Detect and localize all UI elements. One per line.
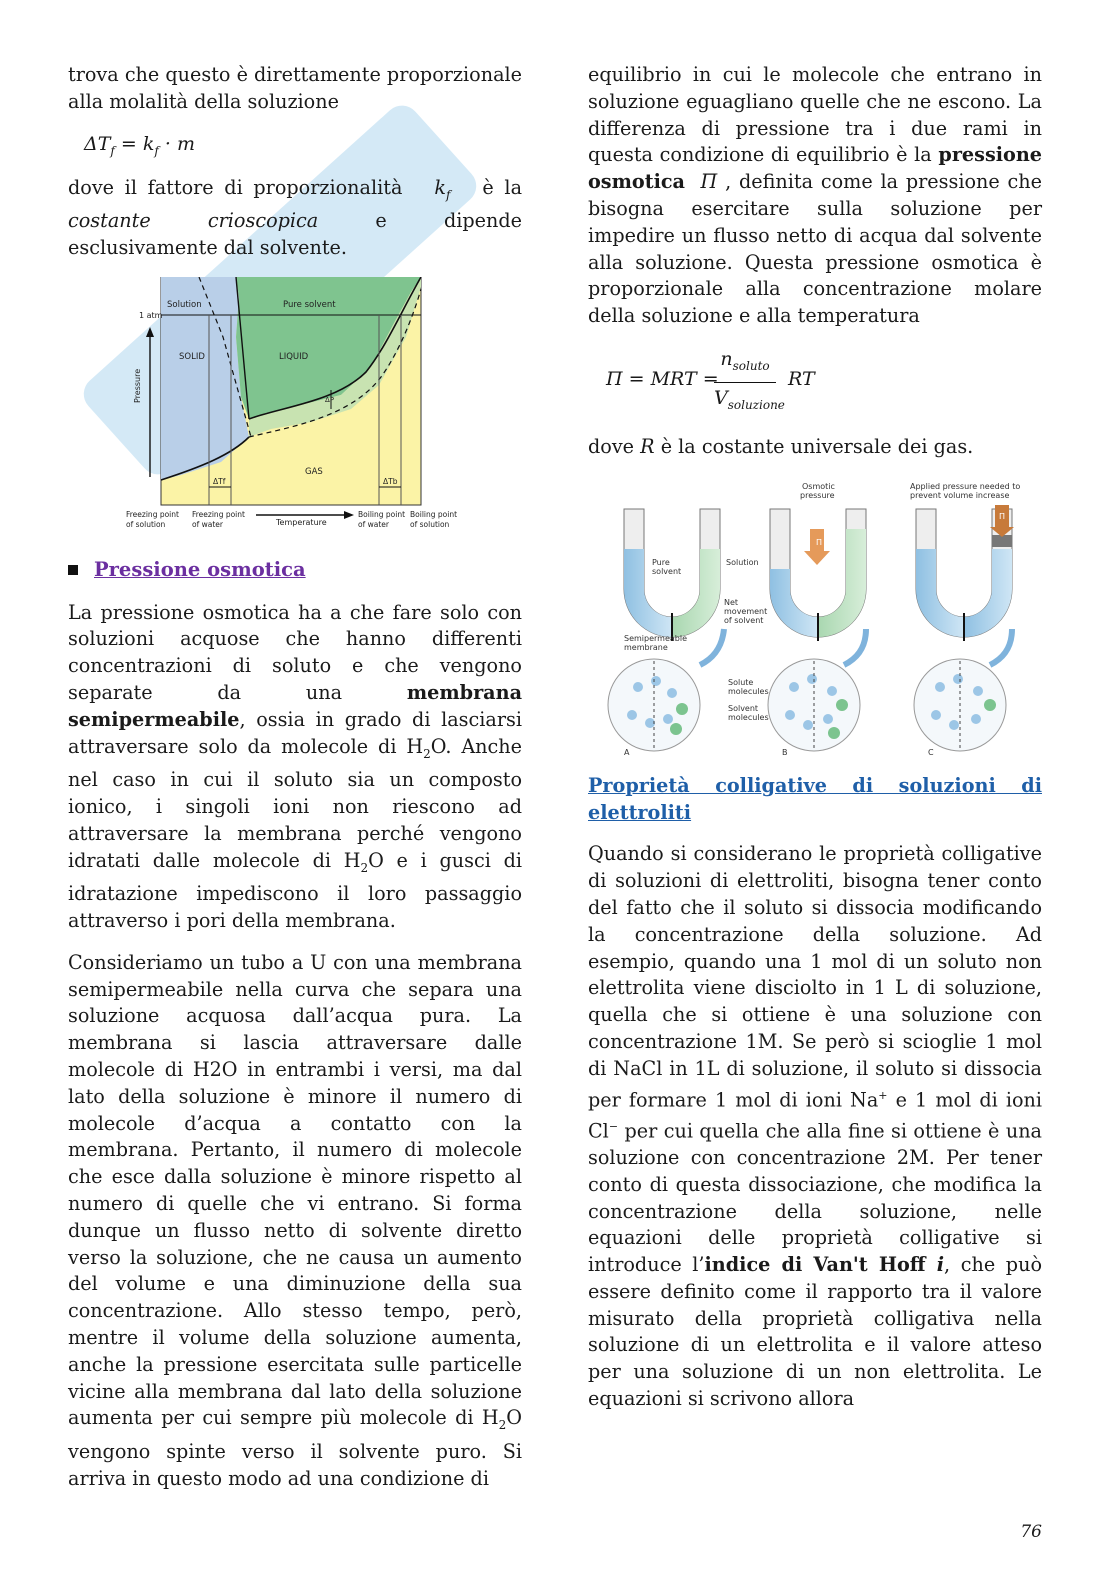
section-title-link[interactable]: Pressione osmotica bbox=[94, 557, 306, 581]
liquid-label: LIQUID bbox=[279, 351, 309, 362]
molecule-circle-b bbox=[768, 659, 860, 751]
fp-water-label: Freezing point of water bbox=[192, 509, 245, 529]
paragraph: Quando si considerano le proprietà colligative di soluzioni di elettroliti, bisogna tener conto del fatto che il soluto si dissocia modificando la concentrazione della soluzione. Ad esempio, quando una 1 mol di un soluto non elettrolita viene disciolto in 1 L di soluzione, quella che si ottiene è una soluzione con concentrazione 1M. Se però si scioglie 1 mol di NaCl in 1L di soluzione, il soluto si dissocia per formare 1 mol di ioni Na+ e 1 mol di ioni Cl− per cui quella che alla fine si ottiene è una soluzione con concentrazione 2M. Per tener conto di questa dissociazione, che modifica la concentrazione della soluzione, nelle equazioni delle proprietà colligative si introduce l’indice di Van't Hoff i, che può essere definito come il rapporto tra il valore misurato della proprietà colligativa nella soluzione di un elettrolita e il valore atteso per una soluzione di un non elettrolita. Le equazioni si scrivono allora bbox=[588, 842, 1043, 1411]
page-number: 76 bbox=[1020, 1522, 1042, 1542]
applied-pressure-label: Applied pressure needed to prevent volume increase bbox=[910, 481, 1021, 500]
bp-solution-label: Boiling point of solution bbox=[410, 509, 458, 529]
net-movement-label: Net movement of solvent bbox=[724, 597, 768, 625]
paragraph: Consideriamo un tubo a U con una membrana semipermeabile nella curva che separa una soluzione acquosa dall’acqua pura. La membrana si lascia attraversare dalle molecole di H2O in entrambi i versi, ma dal lato della soluzione è minore il numero di molecole d’acqua a contatto con la membrana. Pertanto, il numero di molecole che esce dalla soluzione è minore rispetto al numero di quelle che vi entrano. Si forma dunque un flusso netto di solvente diretto verso la soluzione, che ne causa un aumento del volume e una diminuzione della sua concentrazione. Allo stesso tempo, però, mentre il volume della soluzione aumenta, anche la pressione esercitata sulle particelle vicine alla membrana dal lato della soluzione aumenta per cui sempre più molecole di $H_2O$ vengono spinte verso il solvente puro. Si arriva in questo modo ad una condizione di bbox=[68, 950, 522, 1490]
freezing-point-formula: $\Delta T_f = k_f \cdot m$ bbox=[84, 132, 195, 158]
solute-molecules-label: Solute molecules bbox=[728, 677, 769, 696]
left-column bbox=[68, 62, 522, 1508]
one-atm-label: 1 atm bbox=[139, 310, 163, 320]
bullet-icon bbox=[68, 565, 78, 575]
panel-b-label: B bbox=[782, 747, 788, 757]
molecule-circle-a bbox=[608, 659, 700, 751]
panel-c-label: C bbox=[928, 747, 934, 757]
section-title-electrolytes[interactable]: Proprietà colligative di soluzioni di elettroliti bbox=[588, 773, 1042, 824]
u-tube-c bbox=[916, 505, 1014, 641]
solid-label: SOLID bbox=[179, 351, 205, 362]
paragraph: La pressione osmotica ha a che fare solo con soluzioni acquose che hanno differenti concentrazioni di soluto e che vengono separate da una membrana semipermeabile, ossia in grado di lasciarsi attraversare solo da molecole di $H_2O$. Anche nel caso in cui il soluto sia un composto ionico, i singoli ioni non riescono ad attraversare la membrana perché vengono idratati dalle molecole di $H_2O$ e i gusci di idratazione impediscono il loro passaggio attraverso i pori della membrana. bbox=[68, 600, 523, 933]
pure-solvent-label: Pure solvent bbox=[652, 557, 682, 576]
paragraph: dove il fattore di proporzionalità $k_f$ è la costante crioscopica e dipende esclusivamente dal solvente. bbox=[68, 175, 523, 260]
osmotic-pressure-label: Osmotic pressure bbox=[800, 481, 835, 500]
osmosis-figure bbox=[604, 479, 1024, 759]
phase-diagram-figure bbox=[126, 277, 466, 539]
u-tube-b bbox=[770, 509, 866, 641]
pressure-axis-label: Pressure bbox=[133, 368, 142, 403]
solution-label: Solution bbox=[726, 557, 759, 567]
gas-label: GAS bbox=[305, 466, 323, 477]
bp-water-label: Boiling point of water bbox=[358, 509, 406, 529]
panel-a-label: A bbox=[624, 747, 630, 757]
paragraph: dove R è la costante universale dei gas. bbox=[588, 434, 974, 458]
solution-label: Solution bbox=[167, 299, 202, 310]
paragraph: trova che questo è direttamente proporzionale alla molalità della soluzione bbox=[68, 63, 523, 113]
osmotic-pressure-formula: Π = MRT = $n_{soluto}$ $V_{soluzione}$ RT bbox=[606, 347, 815, 412]
fp-solution-label: Freezing point of solution bbox=[126, 509, 179, 529]
delta-tf-label: ΔTf bbox=[213, 476, 226, 486]
delta-p-label: ΔP bbox=[325, 395, 335, 404]
paragraph: equilibrio in cui le molecole che entrano in soluzione eguagliano quelle che ne escono. La differenza di pressione tra i due rami in questa condizione di equilibrio è la pressione osmotica Π , definita come la pressione che bisogna esercitare sulla soluzione per impedire un flusso netto di acqua dal solvente alla soluzione. Questa pressione osmotica è proporzionale alla concentrazione molare della soluzione e alla temperatura bbox=[588, 63, 1042, 328]
section-heading-osmotic-pressure bbox=[68, 557, 522, 584]
molecule-circle-c bbox=[914, 659, 1006, 751]
solvent-molecules-label: Solvent molecules bbox=[728, 703, 769, 722]
semipermeable-label: Semipermeable membrane bbox=[624, 633, 688, 652]
pure-solvent-label: Pure solvent bbox=[283, 299, 336, 310]
pi-symbol-label: Π bbox=[816, 537, 823, 547]
right-column bbox=[588, 62, 1042, 1428]
pi-symbol-label: Π bbox=[999, 511, 1006, 521]
temperature-axis-label: Temperature bbox=[276, 517, 327, 527]
delta-tb-label: ΔTb bbox=[383, 476, 398, 486]
